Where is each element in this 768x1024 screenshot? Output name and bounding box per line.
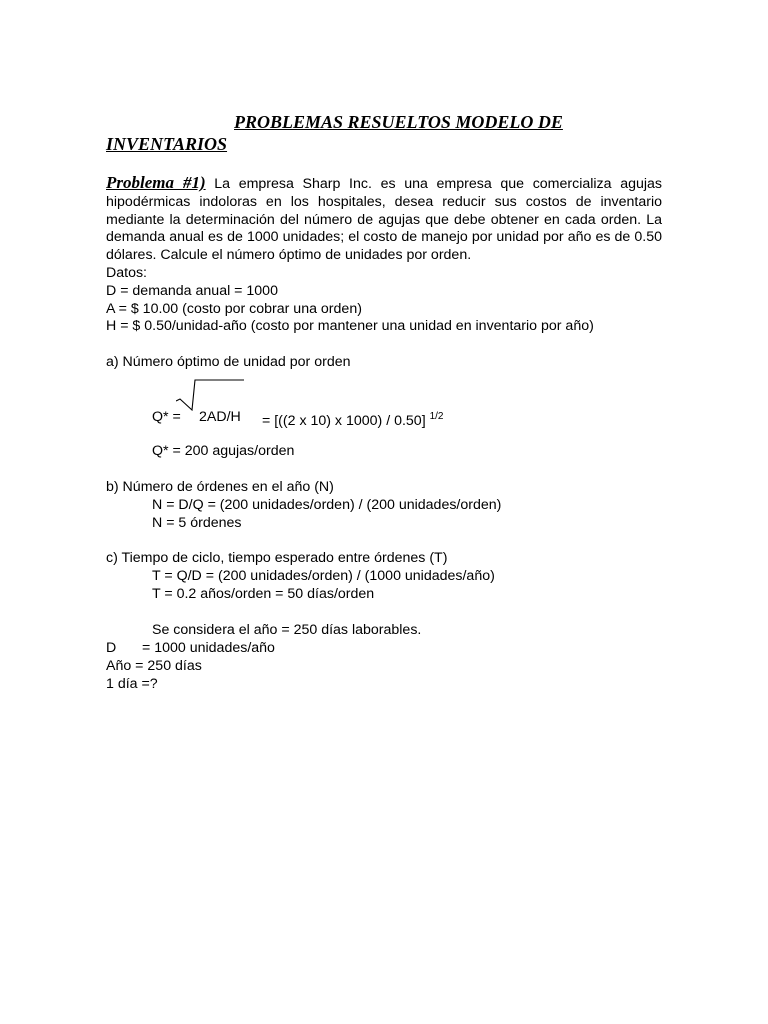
q-expression: = [((2 x 10) x 1000) / 0.50] bbox=[262, 413, 426, 429]
q-radicand: 2AD/H bbox=[199, 409, 241, 425]
document-title bbox=[106, 111, 662, 155]
part-c-note: Se considera el año = 250 días laborables. bbox=[152, 622, 422, 638]
problem-label: Problema #1) bbox=[106, 173, 206, 192]
datos-h: H = $ 0.50/unidad-año (costo por mantener una unidad en inventario por año) bbox=[106, 318, 594, 335]
q-label: Q* = bbox=[152, 409, 181, 425]
part-c-line-1: T = Q/D = (200 unidades/orden) / (1000 unidades/año) bbox=[152, 568, 495, 584]
datos-d: D = demanda anual = 1000 bbox=[106, 282, 278, 299]
title-line-2: INVENTARIOS bbox=[106, 134, 228, 154]
part-c-dia: 1 día =? bbox=[106, 676, 158, 692]
part-c-ano: Año = 250 días bbox=[106, 658, 202, 674]
part-b-line-1: N = D/Q = (200 unidades/orden) / (200 unidades/orden) bbox=[152, 497, 502, 513]
problem-text: La empresa Sharp Inc. es una empresa que comercializa agujas hipodérmicas indoloras en los hospitales, desea reducir sus costos de inventario mediante la determinación del número de agujas que debe obtener en cada orden. La demanda anual es de 1000 unidades; el costo de manejo por unidad por año es de 0.50 dólares. Calcule el número óptimo de unidades por orden. bbox=[106, 176, 662, 264]
datos-a: A = $ 10.00 (costo por cobrar una orden) bbox=[106, 300, 362, 317]
datos-heading: Datos: bbox=[106, 264, 148, 281]
square-root-sign bbox=[176, 379, 246, 411]
q-formula bbox=[262, 408, 444, 430]
part-c-d-value: = 1000 unidades/año bbox=[142, 640, 275, 656]
part-b-heading: b) Número de órdenes en el año (N) bbox=[106, 479, 334, 495]
part-b-line-2: N = 5 órdenes bbox=[152, 515, 242, 531]
part-c-line-2: T = 0.2 años/orden = 50 días/orden bbox=[152, 586, 375, 602]
part-a-heading: a) Número óptimo de unidad por orden bbox=[106, 354, 351, 370]
q-result: Q* = 200 agujas/orden bbox=[152, 443, 295, 459]
problem-statement bbox=[106, 174, 662, 336]
q-exponent: 1/2 bbox=[429, 411, 444, 422]
part-c-d-label: D bbox=[106, 640, 117, 656]
part-c-heading: c) Tiempo de ciclo, tiempo esperado entre órdenes (T) bbox=[106, 550, 448, 566]
title-line-1: PROBLEMAS RESUELTOS MODELO DE bbox=[234, 112, 563, 132]
